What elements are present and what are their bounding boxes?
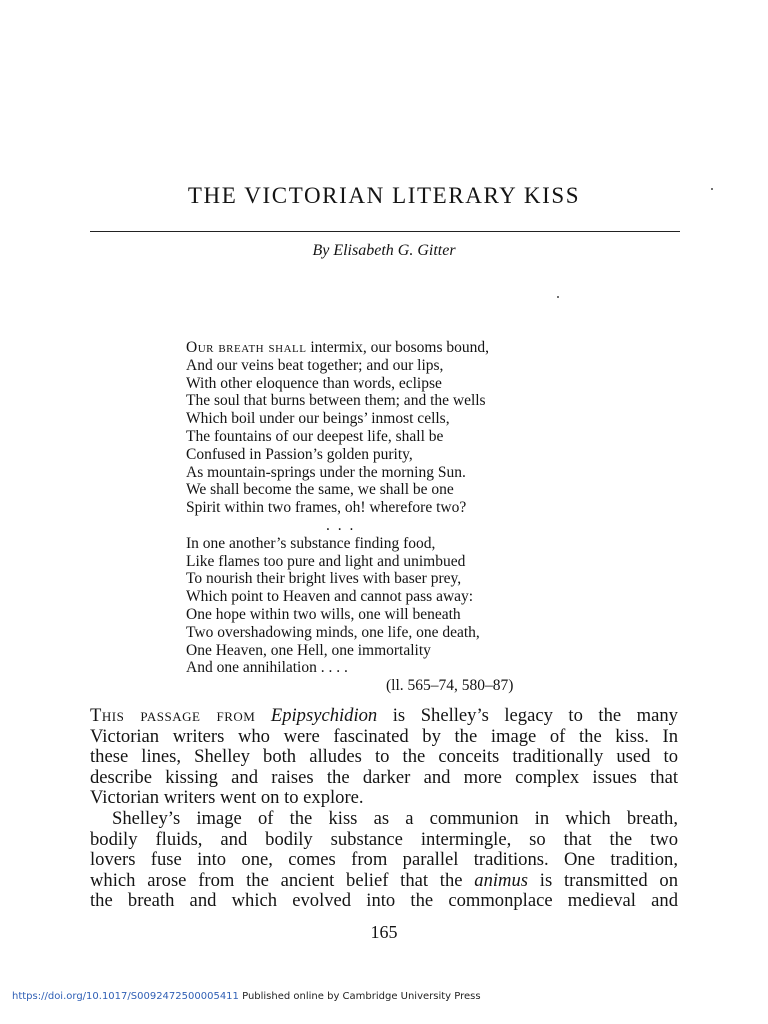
paragraph-line: This passage from Epipsychidion is Shelley’s legacy to the many — [90, 705, 678, 726]
poem-opening-smallcaps: Our breath shall — [186, 339, 307, 356]
poem-line: One Heaven, one Hell, one immortality — [186, 641, 431, 659]
poem-quotation — [186, 339, 606, 695]
latin-term: animus — [474, 869, 529, 891]
poem-line: One hope within two wills, one will beneath — [186, 605, 461, 623]
poem-line: As mountain-springs under the morning Sun. — [186, 463, 466, 481]
paragraph-line: Victorian writers went on to explore. — [90, 787, 364, 809]
poem-line: With other eloquence than words, eclipse — [186, 374, 442, 392]
poem-line: We shall become the same, we shall be one — [186, 481, 454, 499]
poem-citation: (ll. 565–74, 580–87) — [386, 677, 514, 695]
poem-line — [186, 339, 606, 357]
paragraph-line: Victorian writers who were fascinated by the image of the kiss. In — [90, 725, 678, 747]
paragraph-line: Shelley’s image of the kiss as a communion in which breath, — [112, 807, 678, 829]
paragraph-line: which arose from the ancient belief that the animus is transmitted on — [90, 869, 678, 891]
paragraph-line: describe kissing and raises the darker and more complex issues that — [90, 766, 678, 788]
poem-line: Spirit within two frames, oh! wherefore two? — [186, 499, 467, 517]
article-title: THE VICTORIAN LITERARY KISS — [187, 183, 581, 208]
paragraph-line: these lines, Shelley both alludes to the conceits traditionally used to — [90, 746, 678, 768]
doi-link[interactable]: https://doi.org/10.1017/S0092472500005411 — [12, 991, 239, 1002]
poem-line: In one another’s substance finding food, — [186, 534, 436, 552]
poem-line: The soul that burns between them; and the wells — [186, 392, 486, 410]
work-title: Epipsychidion — [270, 705, 378, 726]
poem-ellipsis: . . . — [326, 516, 356, 534]
publisher-note: Published online by Cambridge University Press — [238, 991, 481, 1002]
scan-speck — [711, 188, 713, 190]
byline: By Elisabeth G. Gitter — [312, 242, 456, 259]
poem-opening-rest: intermix, our bosoms bound, — [306, 339, 490, 356]
poem-line: Like flames too pure and light and unimbued — [186, 552, 466, 570]
poem-line: Which point to Heaven and cannot pass away: — [186, 588, 474, 606]
body-text — [90, 706, 678, 912]
page-number: 165 — [370, 922, 398, 942]
poem-line: To nourish their bright lives with baser prey, — [186, 570, 462, 588]
paragraph-opening-smallcaps: This passage from — [90, 705, 256, 726]
poem-line: Confused in Passion’s golden purity, — [186, 445, 413, 463]
poem-line: And one annihilation . . . . — [186, 659, 348, 677]
poem-line: The fountains of our deepest life, shall be — [186, 427, 444, 445]
poem-line: And our veins beat together; and our lips, — [186, 356, 444, 374]
scan-speck — [557, 296, 559, 298]
poem-line: Which boil under our beings’ inmost cells, — [186, 410, 450, 428]
doi-footer — [12, 991, 481, 1002]
paragraph-line: bodily fluids, and bodily substance intermingle, so that the two — [90, 828, 678, 850]
poem-line: Two overshadowing minds, one life, one death, — [186, 623, 480, 641]
title-rule — [90, 231, 680, 232]
paragraph-line: lovers fuse into one, comes from parallel traditions. One tradition, — [90, 849, 678, 871]
paragraph-line: the breath and which evolved into the commonplace medieval and — [90, 890, 678, 912]
